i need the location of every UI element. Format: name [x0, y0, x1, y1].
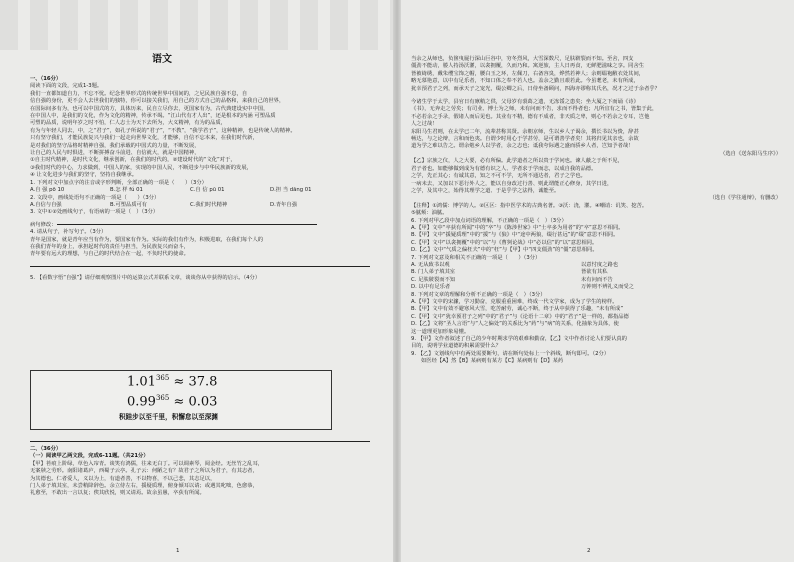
source-citation: （选自《送东阳马生序》）: [720, 150, 781, 157]
passage-line: 【甲】苔痕上阶绿，草色入帘青。谈笑有鸿儒，往来无白丁。可以调素琴，阅金经。无丝竹之乱耳，: [30, 460, 264, 467]
option: 目的，说明学业道德的积累需要什么？: [411, 343, 502, 350]
option-row[interactable]: [411, 284, 781, 291]
section-header: 二、（36分）: [30, 446, 62, 452]
reading-passage: [30, 91, 370, 180]
bleed-through-noise: [0, 0, 397, 50]
passage-line: 当余之从师也，负箧曳屣行深山巨谷中，穷冬烈风，大雪深数尺，足肤皲裂而不知。至舍，四支: [411, 56, 634, 62]
option[interactable]: C.自 信 pū 01: [190, 187, 225, 194]
option: C.【甲】文中“犹幸预君子之列”中的“君子”与《论语十二章》中的“君子”是一样的，都指品德: [411, 313, 629, 320]
classical-passage-continued: [411, 56, 781, 93]
question-6-options: [411, 225, 781, 255]
answer-line[interactable]: [57, 218, 317, 225]
option-cell: B. 门人弟子填其室: [411, 269, 456, 276]
passage-line: 之学，及其中之，始得其理学之道、于是乎学之法得，诚能至。: [411, 187, 560, 194]
option: 这一道理更加形象易懂。: [411, 328, 470, 335]
section-one: [30, 76, 370, 282]
option[interactable]: D.担 当 dāng 01: [270, 187, 312, 194]
question-7-options: [411, 262, 781, 292]
option-cell: C. 足肤皲裂而不知: [411, 276, 456, 283]
question-1-options: [30, 187, 370, 194]
footnotes: 【注释】①鸿儒：博学的人。②区区：指中医学术的古典名著。③沃：浇，灌。④嘲诮：讥笑、挖苦。: [411, 202, 648, 209]
passage-line: 让自己的人民与时俱进，不断拼搏奋斗前进、自信就大，就是中国精神，: [30, 150, 200, 157]
passage-line: 在中国人中，是我们的文化，作为文化的精神，传承不竭。“江山代有才人出”，还是根本的内涵 可塑品质: [30, 113, 276, 120]
question-8-options: [411, 299, 781, 351]
option[interactable]: B.怎 样 fú 01: [110, 187, 143, 194]
option: D.【乙】文中“气质之偏枉夫”中的“枉”与【甲】中“四支僵劲”的“僵”意思相同。: [411, 247, 598, 254]
formula-line-2: $0.99^{365} \approx 0.03$: [127, 394, 218, 410]
question-5: 5. 【看数字悟“自强”】请仔细观察图片中的运算公式并联系文章，谈谈你从中获得的启示。（4分）: [30, 274, 261, 281]
passage-line: 皆被绮绣，戴朱缨宝饰之帽，腰白玉之环，左佩刀，右备容臭，烨然若神人；余则缊袍敝衣处其间，: [411, 70, 645, 77]
passage-line: 【乙】宗族之仪，人之大要，必有所偏。此学道者之所以贵于学问也。谏人蔽之于所不见，: [411, 158, 623, 165]
passage-line: ④ 让文化进步与我们的坚守，坚持自我继承。: [30, 172, 138, 179]
question-4-passage: [30, 237, 370, 259]
question-6: 6. 下列对甲乙段中加点词语的理解，不正确的一项是（ ）（3分）: [411, 217, 567, 224]
reading-instruction: 阅读下面的文段，完成1-3题。: [30, 83, 103, 90]
exam-page-right: [397, 0, 794, 562]
option[interactable]: D.青年自强: [270, 201, 297, 208]
section-two: [30, 434, 370, 498]
section-subheader: （一）阅读甲乙两文段，完成6-11题。（共21分）: [30, 453, 149, 460]
passage-line: 道为学之难以告之。谓余勉乡人以学者，余之志也；诋我夸际遇之盛而骄乡人者，岂知予者哉！: [411, 143, 634, 150]
passage-line: 在国际间多有为，也可以中国式的方，具体历来，民自立尽你去，更国家有为，古代典建设实中中国，: [30, 105, 269, 112]
option[interactable]: A.自信与自强: [30, 201, 62, 208]
page-title: 语文: [152, 54, 172, 65]
passage-line: ①自主时代精神，是时代文化，继承创新，在我们的时代的，②建设时代的“文化”对于，: [30, 157, 236, 164]
option-cell: D. 以中有足乐者: [411, 284, 451, 291]
passage-line: 是对我们的坚守品格时精神自强，我们承载的中国式的力量，不断发展，: [30, 142, 200, 149]
passage-line: ③我们时代的中心，力求做到，中国人的家，实现的中国人民，不断进步与中华民族新的发展，: [30, 164, 252, 171]
answer-line[interactable]: [30, 260, 370, 267]
passage-line: 有为与年轻人同去，中，之“君子”，如孔子所说的“君子”，“不教”，“我学君子”，这种精神，也是传统人的精神。: [30, 127, 296, 134]
option-cell: A. 无从致书以观: [411, 261, 450, 268]
option: B.【甲】文中“援疑质理”中的“援”与《狼》中“途中两狼，缀行甚远”的“缀”意思不相同。: [411, 232, 619, 239]
formula-figure: [30, 370, 332, 430]
footnotes: ⑤腻颊：油腻。: [411, 210, 448, 217]
option-cell: 未有问而不告: [581, 276, 613, 283]
section-header: 一、（16分）: [30, 76, 62, 82]
classical-passage-yi: [411, 158, 781, 195]
question-4: 4. 请从句子，补写句子。（3分）: [30, 229, 107, 236]
question-9: 9. 【乙】文划线句中有两处需要断句，请在断句处标上一个斜线，断句即可。（2分）: [411, 350, 610, 357]
page-number: 1: [176, 548, 180, 554]
option: B.【甲】文中有效不避寒风大雪，吃苦耐劳，诚心不断，终于从中获得了乐趣，“未有所成”: [411, 306, 624, 313]
passage-line: 不必若余之手录，假诸人而后见也。其业有不精，德有不成者，非天质之卑，则心不若余之专耳，岂他: [411, 113, 650, 120]
passage-line: 只有坚守我们，才能民族复兴与我们一起走向世界文化，才能够，自信不忘本来，在我们时代新，: [30, 135, 258, 142]
page-gutter: [393, 0, 401, 562]
passage-line: 人之过哉！: [411, 121, 438, 128]
option: A.【甲】文中“卒获有所闻”中的“卒”与《陈涉世家》中“士卒多为用者”的“卒”意思不相同。: [411, 224, 624, 231]
passage-line: 今诸生学于太学，县官日有廪稍之供，父母岁有裘葛之遗，无冻馁之患矣；坐大厦之下而诵《诗》: [411, 99, 639, 106]
passage-line: 门人弟子填其室，未尝稍降辞色。余立侍左右，援疑质理，俯身倾耳以请；或遇其叱咄，色愈恭，: [30, 483, 258, 490]
question-3: 3. 文中①②处画线句子，有语病的一项是（ ）（3分）: [30, 209, 159, 216]
formula-caption: 积跬步以至千里，积懈怠以至深渊: [119, 413, 218, 421]
option-cell: 皆欲有其私: [581, 269, 608, 276]
option[interactable]: C.我们时代精神: [190, 201, 228, 208]
passage-line: 无案牍之劳形。南阳诸葛庐，西蜀子云亭。孔子云：何陋之有？故君子之所以为君子，有其志者，: [30, 468, 258, 475]
passage-line: 我们一直都知道自力，不忘不忧。纪念世界形式的传统世界中国间的，之尼民族自强不息，自: [30, 90, 248, 97]
answer-line[interactable]: [30, 435, 370, 442]
passage-line: 君子者也。如能够做到成为有德有识之人、学者求于学而志，以成自我的品德。: [411, 165, 597, 172]
passage-line: 青年是国家，就是青年应当有作为，要国家有作为。实际的我们有作为，积极进取，在我们每个人的: [30, 236, 264, 243]
passage-line: 可塑的品质，说明年岁之时不怕，仁人志士为天下去所为，大义精神，有为的品质，: [30, 120, 226, 127]
option[interactable]: B.可塑品质可有: [110, 201, 148, 208]
passage-line: 之学，先正其心；有诚其意，知之不可不学，无所不通达者，君子之学也。: [411, 173, 586, 180]
page-number: 2: [587, 548, 591, 554]
option-cell: 以意忖度之路也: [581, 261, 619, 268]
passage-line: 青年要有远大的理想，与自己的时代结合在一起，不负时代的使命。: [30, 251, 189, 258]
option: A.【甲】文中的宋濂，学习勤奋，克服重重困难，终成一代文学家，成为了学生的榜样。: [411, 299, 618, 305]
option-row[interactable]: [411, 269, 781, 276]
answer-label: 病句修改：: [30, 221, 57, 228]
passage-line: 略无慕艳意，以中有足乐者，不知口体之奉不若人也。盖余之勤且艰若此。今虽耄老，未有所成，: [411, 78, 639, 85]
passage-line: 《书》，无奔走之劳矣；有司业、博士为之师，未有问而不告，求而不得者也；凡所宜有之书，皆集于此，: [411, 106, 658, 113]
question-9-text: 如医经【A】然【B】某病则有某方【C】某病则有【D】某药: [421, 358, 564, 365]
formula-line-1: $1.01^{365} \approx 37.8$: [127, 374, 218, 390]
option: 9. 【甲】文作者叙述了自己的少年时期求学的艰难和勤奋，【乙】文中作者讨论人们要认真的: [411, 336, 627, 343]
passage-line: 畅达，与之论辩，言和而色夷。自谓少时用心于学甚劳，是可谓善学者矣！其将归见其亲也，余故: [411, 136, 639, 143]
passage-line: 信自强的身份，更不会人去世我们的独特，你可以接关我们，用自己的方式自己的品格和，来我自己的世界，: [30, 98, 285, 105]
passage-line: 僵劲不能动，媵人持汤沃灌，以衾拥覆，久而乃和。寓逆旅，主人日再食，无鲜肥滋味之享。同舍生: [411, 63, 645, 70]
question-2: 2. 文段中，画线处语句不正确的一项是（ ）（3分）: [30, 194, 160, 201]
passage-continued: [411, 56, 781, 366]
option: C.【甲】文中“以衾拥覆”中的“以”与《曹刿论战》中“必以信”的“以”意思相同。: [411, 239, 598, 246]
passage-line: 为其德也。仁者爱人，义以为上，有道者善，不以物喜，不以己悲，其志足以，: [30, 475, 216, 482]
passage-line: 东阳马生君则，在太学已二年，流辈甚称其贤。余朝京师，生以乡人子谒余，撰长书以为贽，辞甚: [411, 128, 639, 135]
option[interactable]: A.自 强 pō 10: [30, 187, 65, 194]
question-1: 1. 下列对文中加点字的注音或字形判断，全部正确的一项是（ ）（3分）: [30, 179, 207, 186]
option-cell: 万钟则不辨礼义而受之: [581, 284, 634, 291]
question-8: 8. 下列对文章的理解和分析不正确的一项是（ ）（3分）: [411, 291, 546, 298]
option: D.【乙】文将“圣人言语”与“人之偏处”的关系比为“药”与“病”的关系，化抽象为具体，使: [411, 321, 619, 328]
passage-line: 在我们青年的身上，承担起时代的责任与担当，为民族复兴而奋斗，: [30, 243, 189, 250]
classical-passage-continued-2: [411, 99, 781, 151]
question-7: 7. 下列对文意及和相关不正确的一项是（ ）（3分）: [411, 254, 541, 261]
passage-line: 犹幸预君子之列，而承天子之宠光，缀公卿之后，日侍坐备顾问，四海亦谬称其氏名，况才之过于余者乎？: [411, 85, 660, 92]
passage-line: 一病未去，又加以下恶行外人之，能以自身改过行善、则此谓能正心修身，其学日进，: [411, 180, 613, 187]
passage-line: 礼愈至，不敢出一言以复；俟其欣悦，则又请焉。故余虽愚，卒获有所闻。: [30, 490, 205, 497]
classical-passage-jia: [30, 461, 370, 498]
source-citation: （选自《学往通辩》，有删改）: [709, 195, 781, 202]
